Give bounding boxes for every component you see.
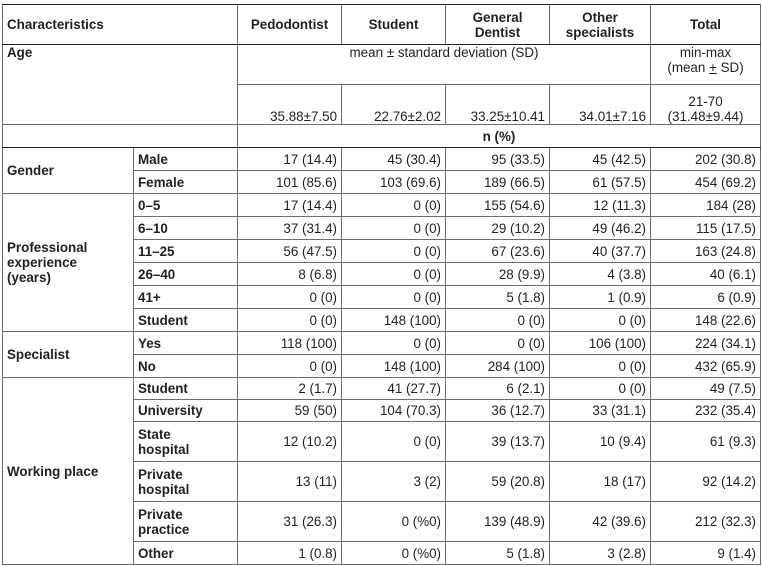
cell-general-dentist: 39 (13.7) xyxy=(446,422,550,462)
header-characteristics: Characteristics xyxy=(3,5,238,45)
row-label-line: Private xyxy=(138,506,183,522)
header-pedodontist: Pedodontist xyxy=(238,5,342,45)
age-total-caption-line2-post: SD) xyxy=(716,60,744,75)
cell-other-specialists: 4 (3.8) xyxy=(550,263,651,286)
cell-pedodontist: 8 (6.8) xyxy=(238,263,342,286)
cell-general-dentist: 67 (23.6) xyxy=(446,240,550,263)
cell-pedodontist: 2 (1.7) xyxy=(238,378,342,400)
cell-total: 163 (24.8) xyxy=(651,240,761,263)
cell-general-dentist: 5 (1.8) xyxy=(446,286,550,309)
row-label: 6–10 xyxy=(134,217,238,240)
n-percent-caption: n (%) xyxy=(238,125,761,148)
cell-student: 0 (0) xyxy=(342,422,446,462)
cell-other-specialists: 33 (31.1) xyxy=(550,400,651,422)
cell-pedodontist: 101 (85.6) xyxy=(238,171,342,194)
row-label: University xyxy=(134,400,238,422)
age-pedodontist: 35.88±7.50 xyxy=(238,85,342,125)
row-label: Female xyxy=(134,171,238,194)
cell-general-dentist: 284 (100) xyxy=(446,355,550,378)
cell-pedodontist: 0 (0) xyxy=(238,355,342,378)
cell-total: 432 (65.9) xyxy=(651,355,761,378)
cell-student: 0 (0) xyxy=(342,332,446,355)
row-label: 26–40 xyxy=(134,263,238,286)
table-row xyxy=(3,332,761,355)
cell-pedodontist: 37 (31.4) xyxy=(238,217,342,240)
header-row xyxy=(3,5,761,45)
cell-total: 9 (1.4) xyxy=(651,542,761,565)
cell-pedodontist: 12 (10.2) xyxy=(238,422,342,462)
cell-student: 3 (2) xyxy=(342,462,446,502)
cell-general-dentist: 29 (10.2) xyxy=(446,217,550,240)
n-percent-row xyxy=(3,125,761,148)
cell-total: 148 (22.6) xyxy=(651,309,761,332)
row-label xyxy=(134,462,238,502)
row-label-line: hospital xyxy=(138,441,190,457)
cell-student: 0 (0) xyxy=(342,194,446,217)
cell-general-dentist: 95 (33.5) xyxy=(446,148,550,171)
cell-other-specialists: 0 (0) xyxy=(550,378,651,400)
cell-pedodontist: 56 (47.5) xyxy=(238,240,342,263)
cell-general-dentist: 28 (9.9) xyxy=(446,263,550,286)
group-label-line: Professional xyxy=(7,240,88,255)
cell-general-dentist: 6 (2.1) xyxy=(446,378,550,400)
group-label-specialist: Specialist xyxy=(3,332,134,378)
cell-student: 0 (0) xyxy=(342,263,446,286)
row-label: Other xyxy=(134,542,238,565)
cell-student: 0 (0) xyxy=(342,240,446,263)
age-total-range: 21-70 xyxy=(688,94,723,109)
group-label-working-place: Working place xyxy=(3,378,134,565)
row-label: Student xyxy=(134,378,238,400)
cell-total: 202 (30.8) xyxy=(651,148,761,171)
age-total-mean-sd: (31.48±9.44) xyxy=(667,109,744,124)
cell-student: 45 (30.4) xyxy=(342,148,446,171)
cell-pedodontist: 118 (100) xyxy=(238,332,342,355)
cell-student: 0 (%0) xyxy=(342,542,446,565)
cell-general-dentist: 36 (12.7) xyxy=(446,400,550,422)
cell-general-dentist: 139 (48.9) xyxy=(446,502,550,542)
cell-other-specialists: 10 (9.4) xyxy=(550,422,651,462)
cell-general-dentist: 59 (20.8) xyxy=(446,462,550,502)
row-label: Male xyxy=(134,148,238,171)
cell-total: 49 (7.5) xyxy=(651,378,761,400)
row-label: No xyxy=(134,355,238,378)
cell-other-specialists: 12 (11.3) xyxy=(550,194,651,217)
age-label: Age xyxy=(3,45,238,125)
age-mean-sd-caption: mean ± standard deviation (SD) xyxy=(238,45,651,85)
age-total-caption xyxy=(651,45,761,85)
table-row xyxy=(3,194,761,217)
group-label-gender: Gender xyxy=(3,148,134,194)
cell-pedodontist: 31 (26.3) xyxy=(238,502,342,542)
cell-other-specialists: 61 (57.5) xyxy=(550,171,651,194)
header-total: Total xyxy=(651,5,761,45)
cell-total: 232 (35.4) xyxy=(651,400,761,422)
cell-student: 41 (27.7) xyxy=(342,378,446,400)
table-row xyxy=(3,148,761,171)
cell-student: 0 (0) xyxy=(342,217,446,240)
age-total-caption-pm: + xyxy=(709,60,717,75)
cell-other-specialists: 0 (0) xyxy=(550,355,651,378)
row-label xyxy=(134,502,238,542)
row-label xyxy=(134,422,238,462)
cell-other-specialists: 40 (37.7) xyxy=(550,240,651,263)
cell-total: 212 (32.3) xyxy=(651,502,761,542)
cell-total: 6 (0.9) xyxy=(651,286,761,309)
cell-student: 148 (100) xyxy=(342,309,446,332)
cell-general-dentist: 189 (66.5) xyxy=(446,171,550,194)
row-label: 11–25 xyxy=(134,240,238,263)
cell-pedodontist: 0 (0) xyxy=(238,286,342,309)
cell-pedodontist: 59 (50) xyxy=(238,400,342,422)
header-general-dentist xyxy=(446,5,550,45)
cell-general-dentist: 0 (0) xyxy=(446,332,550,355)
header-general-dentist-line1: General xyxy=(472,9,523,25)
header-student: Student xyxy=(342,5,446,45)
row-label: 41+ xyxy=(134,286,238,309)
header-other-specialists xyxy=(550,5,651,45)
cell-total: 61 (9.3) xyxy=(651,422,761,462)
cell-general-dentist: 0 (0) xyxy=(446,309,550,332)
cell-other-specialists: 42 (39.6) xyxy=(550,502,651,542)
row-label-line: practice xyxy=(138,521,190,537)
cell-total: 184 (28) xyxy=(651,194,761,217)
cell-student: 0 (%0) xyxy=(342,502,446,542)
age-total-caption-line1: min-max xyxy=(679,45,732,60)
cell-pedodontist: 13 (11) xyxy=(238,462,342,502)
header-general-dentist-line2: Dentist xyxy=(474,24,521,40)
cell-total: 115 (17.5) xyxy=(651,217,761,240)
row-label-line: State xyxy=(138,426,171,442)
cell-general-dentist: 155 (54.6) xyxy=(446,194,550,217)
n-percent-spacer xyxy=(3,125,238,148)
characteristics-table xyxy=(2,4,761,565)
cell-pedodontist: 1 (0.8) xyxy=(238,542,342,565)
cell-other-specialists: 0 (0) xyxy=(550,309,651,332)
cell-other-specialists: 1 (0.9) xyxy=(550,286,651,309)
age-total-caption-line2-pre: (mean xyxy=(667,60,710,75)
cell-pedodontist: 0 (0) xyxy=(238,309,342,332)
cell-other-specialists: 3 (2.8) xyxy=(550,542,651,565)
cell-total: 40 (6.1) xyxy=(651,263,761,286)
cell-student: 148 (100) xyxy=(342,355,446,378)
header-other-specialists-line2: specialists xyxy=(565,24,635,40)
cell-student: 104 (70.3) xyxy=(342,400,446,422)
cell-student: 103 (69.6) xyxy=(342,171,446,194)
cell-other-specialists: 45 (42.5) xyxy=(550,148,651,171)
row-label: Student xyxy=(134,309,238,332)
row-label-line: hospital xyxy=(138,481,190,497)
cell-other-specialists: 18 (17) xyxy=(550,462,651,502)
cell-student: 0 (0) xyxy=(342,286,446,309)
cell-total: 92 (14.2) xyxy=(651,462,761,502)
cell-pedodontist: 17 (14.4) xyxy=(238,194,342,217)
cell-general-dentist: 5 (1.8) xyxy=(446,542,550,565)
header-other-specialists-line1: Other xyxy=(582,9,618,25)
group-label-line: experience xyxy=(7,255,77,270)
row-label: Yes xyxy=(134,332,238,355)
age-total xyxy=(651,85,761,125)
age-other-specialists: 34.01±7.16 xyxy=(550,85,651,125)
group-label-line: (years) xyxy=(7,270,51,285)
cell-total: 454 (69.2) xyxy=(651,171,761,194)
age-student: 22.76±2.02 xyxy=(342,85,446,125)
group-label-professional-experience xyxy=(3,194,134,332)
cell-other-specialists: 106 (100) xyxy=(550,332,651,355)
row-label: 0–5 xyxy=(134,194,238,217)
row-label-line: Private xyxy=(138,466,183,482)
cell-total: 224 (34.1) xyxy=(651,332,761,355)
cell-pedodontist: 17 (14.4) xyxy=(238,148,342,171)
age-caption-row xyxy=(3,45,761,85)
table-row xyxy=(3,378,761,400)
age-general-dentist: 33.25±10.41 xyxy=(446,85,550,125)
cell-other-specialists: 49 (46.2) xyxy=(550,217,651,240)
